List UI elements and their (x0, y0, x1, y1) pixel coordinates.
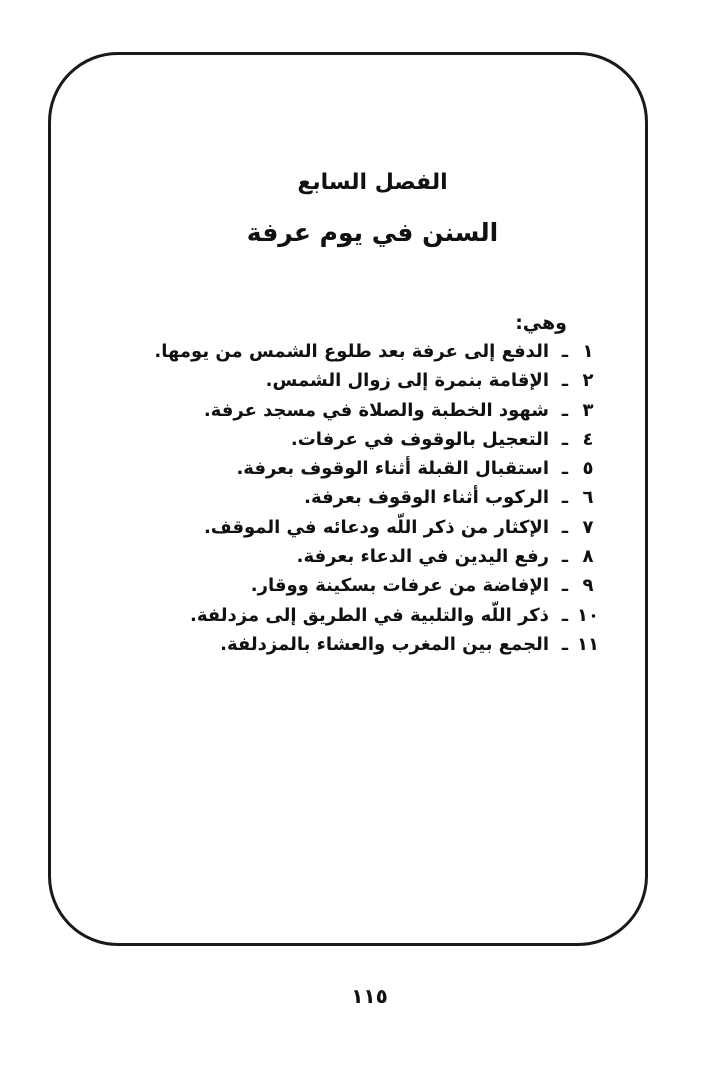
list-item (141, 487, 601, 516)
item-dash: ـ (561, 575, 569, 597)
item-number: ٢ (582, 370, 594, 392)
item-number: ٣ (582, 399, 594, 421)
item-dash: ـ (561, 546, 569, 568)
page-number: ١١٥ (351, 984, 388, 1008)
item-dash: ـ (561, 428, 569, 450)
list-item (141, 517, 601, 546)
item-number: ٦ (582, 487, 594, 509)
list-item (141, 605, 601, 634)
list-item (141, 634, 601, 663)
item-number: ١٠ (577, 604, 599, 626)
item-text: التعجيل بالوقوف في عرفات. (290, 428, 549, 450)
item-dash: ـ (561, 604, 569, 626)
list-item (141, 458, 601, 487)
list-item (141, 400, 601, 429)
item-text: الإكثار من ذكر اللّه ودعائه في الموقف. (203, 516, 549, 538)
item-dash: ـ (561, 370, 569, 392)
chapter-subtitle: السنن في يوم عرفة (246, 218, 499, 247)
item-text: ذكر اللّه والتلبية في الطريق إلى مزدلفة. (190, 604, 549, 626)
item-text: الإفاضة من عرفات بسكينة ووقار. (250, 575, 549, 597)
list-item (141, 429, 601, 458)
item-text: شهود الخطبة والصلاة في مسجد عرفة. (203, 399, 549, 421)
item-number: ١١ (577, 633, 599, 655)
item-text: الإقامة بنمرة إلى زوال الشمس. (265, 370, 549, 392)
item-text: استقبال القبلة أثناء الوقوف بعرفة. (236, 458, 549, 480)
item-number: ٤ (582, 428, 594, 450)
item-number: ١ (582, 341, 594, 362)
item-dash: ـ (561, 458, 569, 480)
list-item (141, 370, 601, 399)
item-number: ٥ (582, 458, 594, 480)
item-dash: ـ (561, 487, 569, 509)
item-number: ٧ (582, 516, 594, 538)
chapter-title: الفصل السابع (297, 170, 448, 195)
sunan-list (141, 341, 601, 663)
item-dash: ـ (561, 516, 569, 538)
item-text: رفع اليدين في الدعاء بعرفة. (296, 546, 549, 568)
item-text: الجمع بين المغرب والعشاء بالمزدلفة. (220, 633, 549, 655)
item-text: الدفع إلى عرفة بعد طلوع الشمس من يومها. (154, 341, 549, 362)
list-item (141, 546, 601, 575)
item-number: ٨ (582, 546, 594, 568)
intro-text: وهي: (515, 312, 567, 334)
list-item (141, 341, 601, 370)
item-text: الركوب أثناء الوقوف بعرفة. (304, 487, 549, 509)
item-dash: ـ (561, 399, 569, 421)
list-item (141, 575, 601, 604)
item-dash: ـ (561, 341, 569, 362)
item-dash: ـ (561, 633, 569, 655)
item-number: ٩ (582, 575, 594, 597)
